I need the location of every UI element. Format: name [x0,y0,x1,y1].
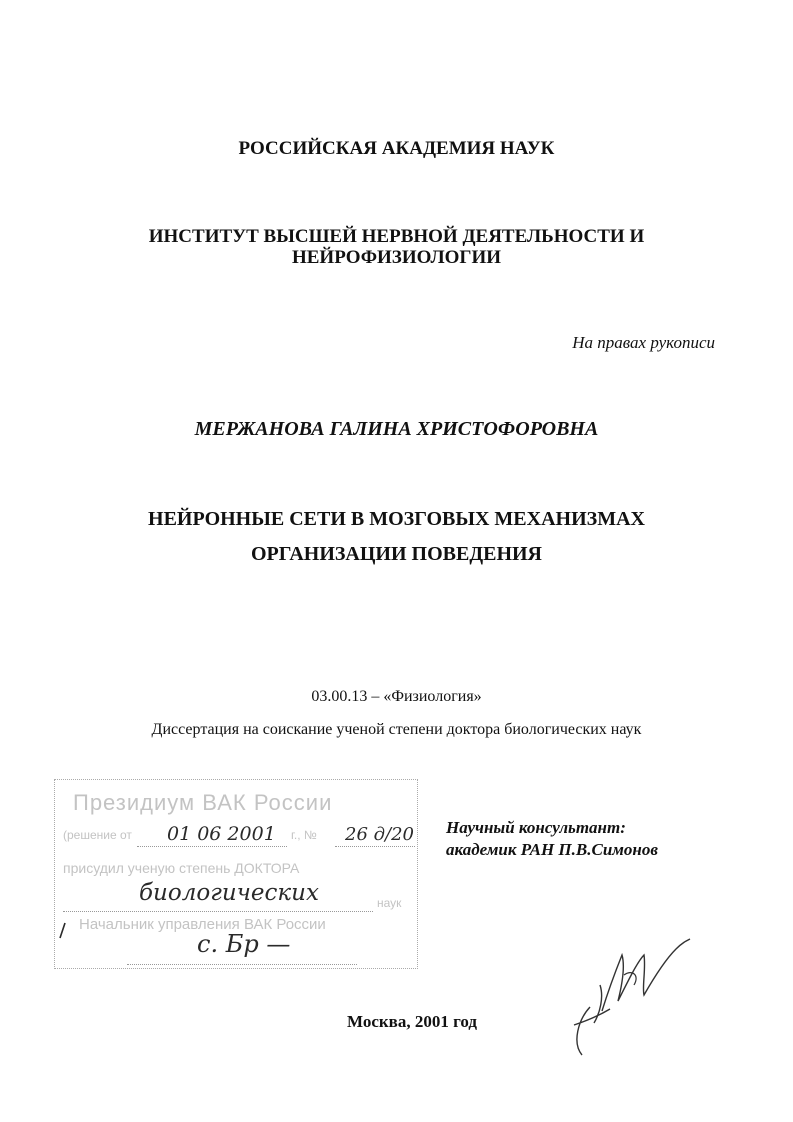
consultant-name: академик РАН П.В.Симонов [446,840,658,859]
stamp-line-decision-mid: г., № [291,828,317,842]
stamp-handwritten-signature: с. Бр — [197,930,291,958]
institute-name-line2: НЕЙРОФИЗИОЛОГИИ [291,247,502,268]
stamp-handwritten-field: биологических [139,880,319,906]
rights-note: На правах рукописи [572,333,715,352]
author-signature [560,925,700,1065]
stamp-line-presidium: Президиум ВАК России [73,790,333,815]
stamp-line-science-suffix: наук [377,896,402,910]
stamp-line-head: Начальник управления ВАК России [79,916,326,933]
stamp-handwritten-number: 26 д/20 [345,824,415,845]
academy-name: РОССИЙСКАЯ АКАДЕМИЯ НАУК [238,138,555,159]
stamp-handwritten-date: 01 06 2001 [167,823,276,845]
author-name: МЕРЖАНОВА ГАЛИНА ХРИСТОФОРОВНА [194,418,599,440]
stamp-line-degree: присудил ученую степень ДОКТОРА [63,860,300,876]
consultant-label: Научный консультант: [446,818,626,837]
degree-statement: Диссертация на соискание ученой степени доктора биологических наук [151,721,642,738]
institute-name-line1: ИНСТИТУТ ВЫСШЕЙ НЕРВНОЙ ДЕЯТЕЛЬНОСТИ И [148,226,645,247]
thesis-title-line2: ОРГАНИЗАЦИИ ПОВЕДЕНИЯ [251,543,542,565]
vak-approval-stamp [54,779,418,969]
stamp-pen-tick [55,780,418,969]
city-year: Москва, 2001 год [347,1012,477,1031]
specialty-code: 03.00.13 – «Физиология» [311,688,482,705]
stamp-line-decision-prefix: (решение от [63,828,132,842]
thesis-title-line1: НЕЙРОННЫЕ СЕТИ В МОЗГОВЫХ МЕХАНИЗМАХ [148,508,645,530]
